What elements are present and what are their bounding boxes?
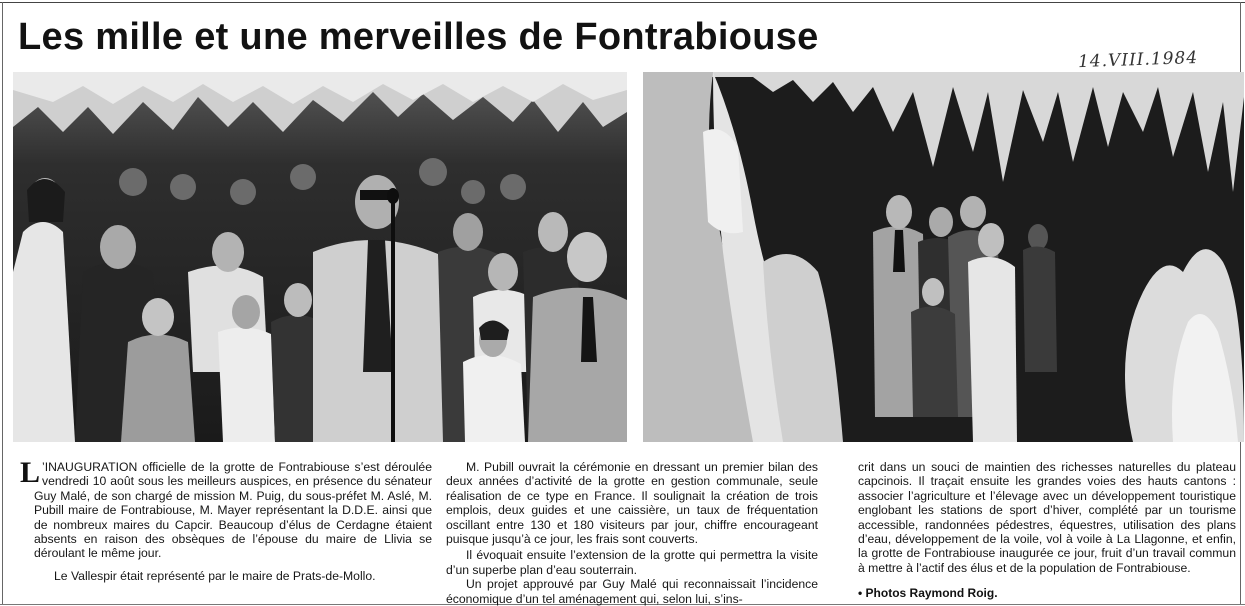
page-border-top (0, 2, 1245, 3)
article-headline: Les mille et une merveilles de Fontrabiouse (18, 16, 819, 58)
photo-inauguration-speech (13, 72, 627, 442)
paragraph-extension: Il évoquait ensuite l’extension de la grotte qui permettra la visite d’un superbe plan d’eau souterrain. (446, 548, 818, 577)
paragraph-pubill: M. Pubill ouvrait la cérémonie en dressant un premier bilan des deux années d’activité de la grotte en gestion communale, seule réalisation de ce type en France. Il soulignait la création de trois emplois, deux guides et une caissière, un taux de fréquentation oscillant entre 130 et 180 visiteurs par jour, chiffre encourageant puisque jusqu’à ce jour, les frais sont couverts. (446, 460, 818, 547)
article-column-3 (858, 460, 1236, 575)
page-border-left (2, 2, 3, 604)
article-column-1 (20, 456, 432, 583)
photo-credit: • Photos Raymond Roig. (858, 586, 998, 600)
paragraph-intro (20, 456, 432, 561)
dropcap-letter: L (20, 456, 41, 489)
article-column-2 (446, 460, 818, 606)
paragraph-intro-text: ’INAUGURATION officielle de la grotte de Fontrabiouse s’est déroulée vendredi 10 août sous les meilleurs auspices, en présence du sénateur Guy Malé, de son chargé de mission M. Puig, du sous-préfet M. Aslé, M. Pubill maire de Fontrabiouse, M. Mayer représentant la D.D.E. ainsi que de nombreux maires du Capcir. Beaucoup d’élus de Cerdagne étaient absents en raison des obsèques de l’épouse du maire de Llivia se déroulant le même jour. (34, 460, 432, 561)
paragraph-projet: Un projet approuvé par Guy Malé qui reconnaissait l’incidence économique d’un tel aménagement qui, selon lui, s’ins- (446, 577, 818, 606)
photo-cave-formations (643, 72, 1244, 442)
paragraph-continuation: crit dans un souci de maintien des richesses naturelles du plateau capcinois. Il traçait ensuite les grandes voies des hauts cantons : associer l’agriculture et l’élevage avec un développement touristique englobant les stations de sport d’hiver, complété par un tourisme accessible, randonnées pédestres, équestres, utilisation des plans d’eau, développement de la voile, vol à voile à La Llagonne, et enfin, la grotte de Fontrabiouse inaugurée ce jour, fruit d’un travail commun à mettre à l’actif des élus et de la population de Fontrabiouse. (858, 460, 1236, 575)
handwritten-date: 14.VIII.1984 (1077, 47, 1199, 73)
paragraph-vallespir: Le Vallespir était représenté par le maire de Prats-de-Mollo. (54, 568, 376, 583)
